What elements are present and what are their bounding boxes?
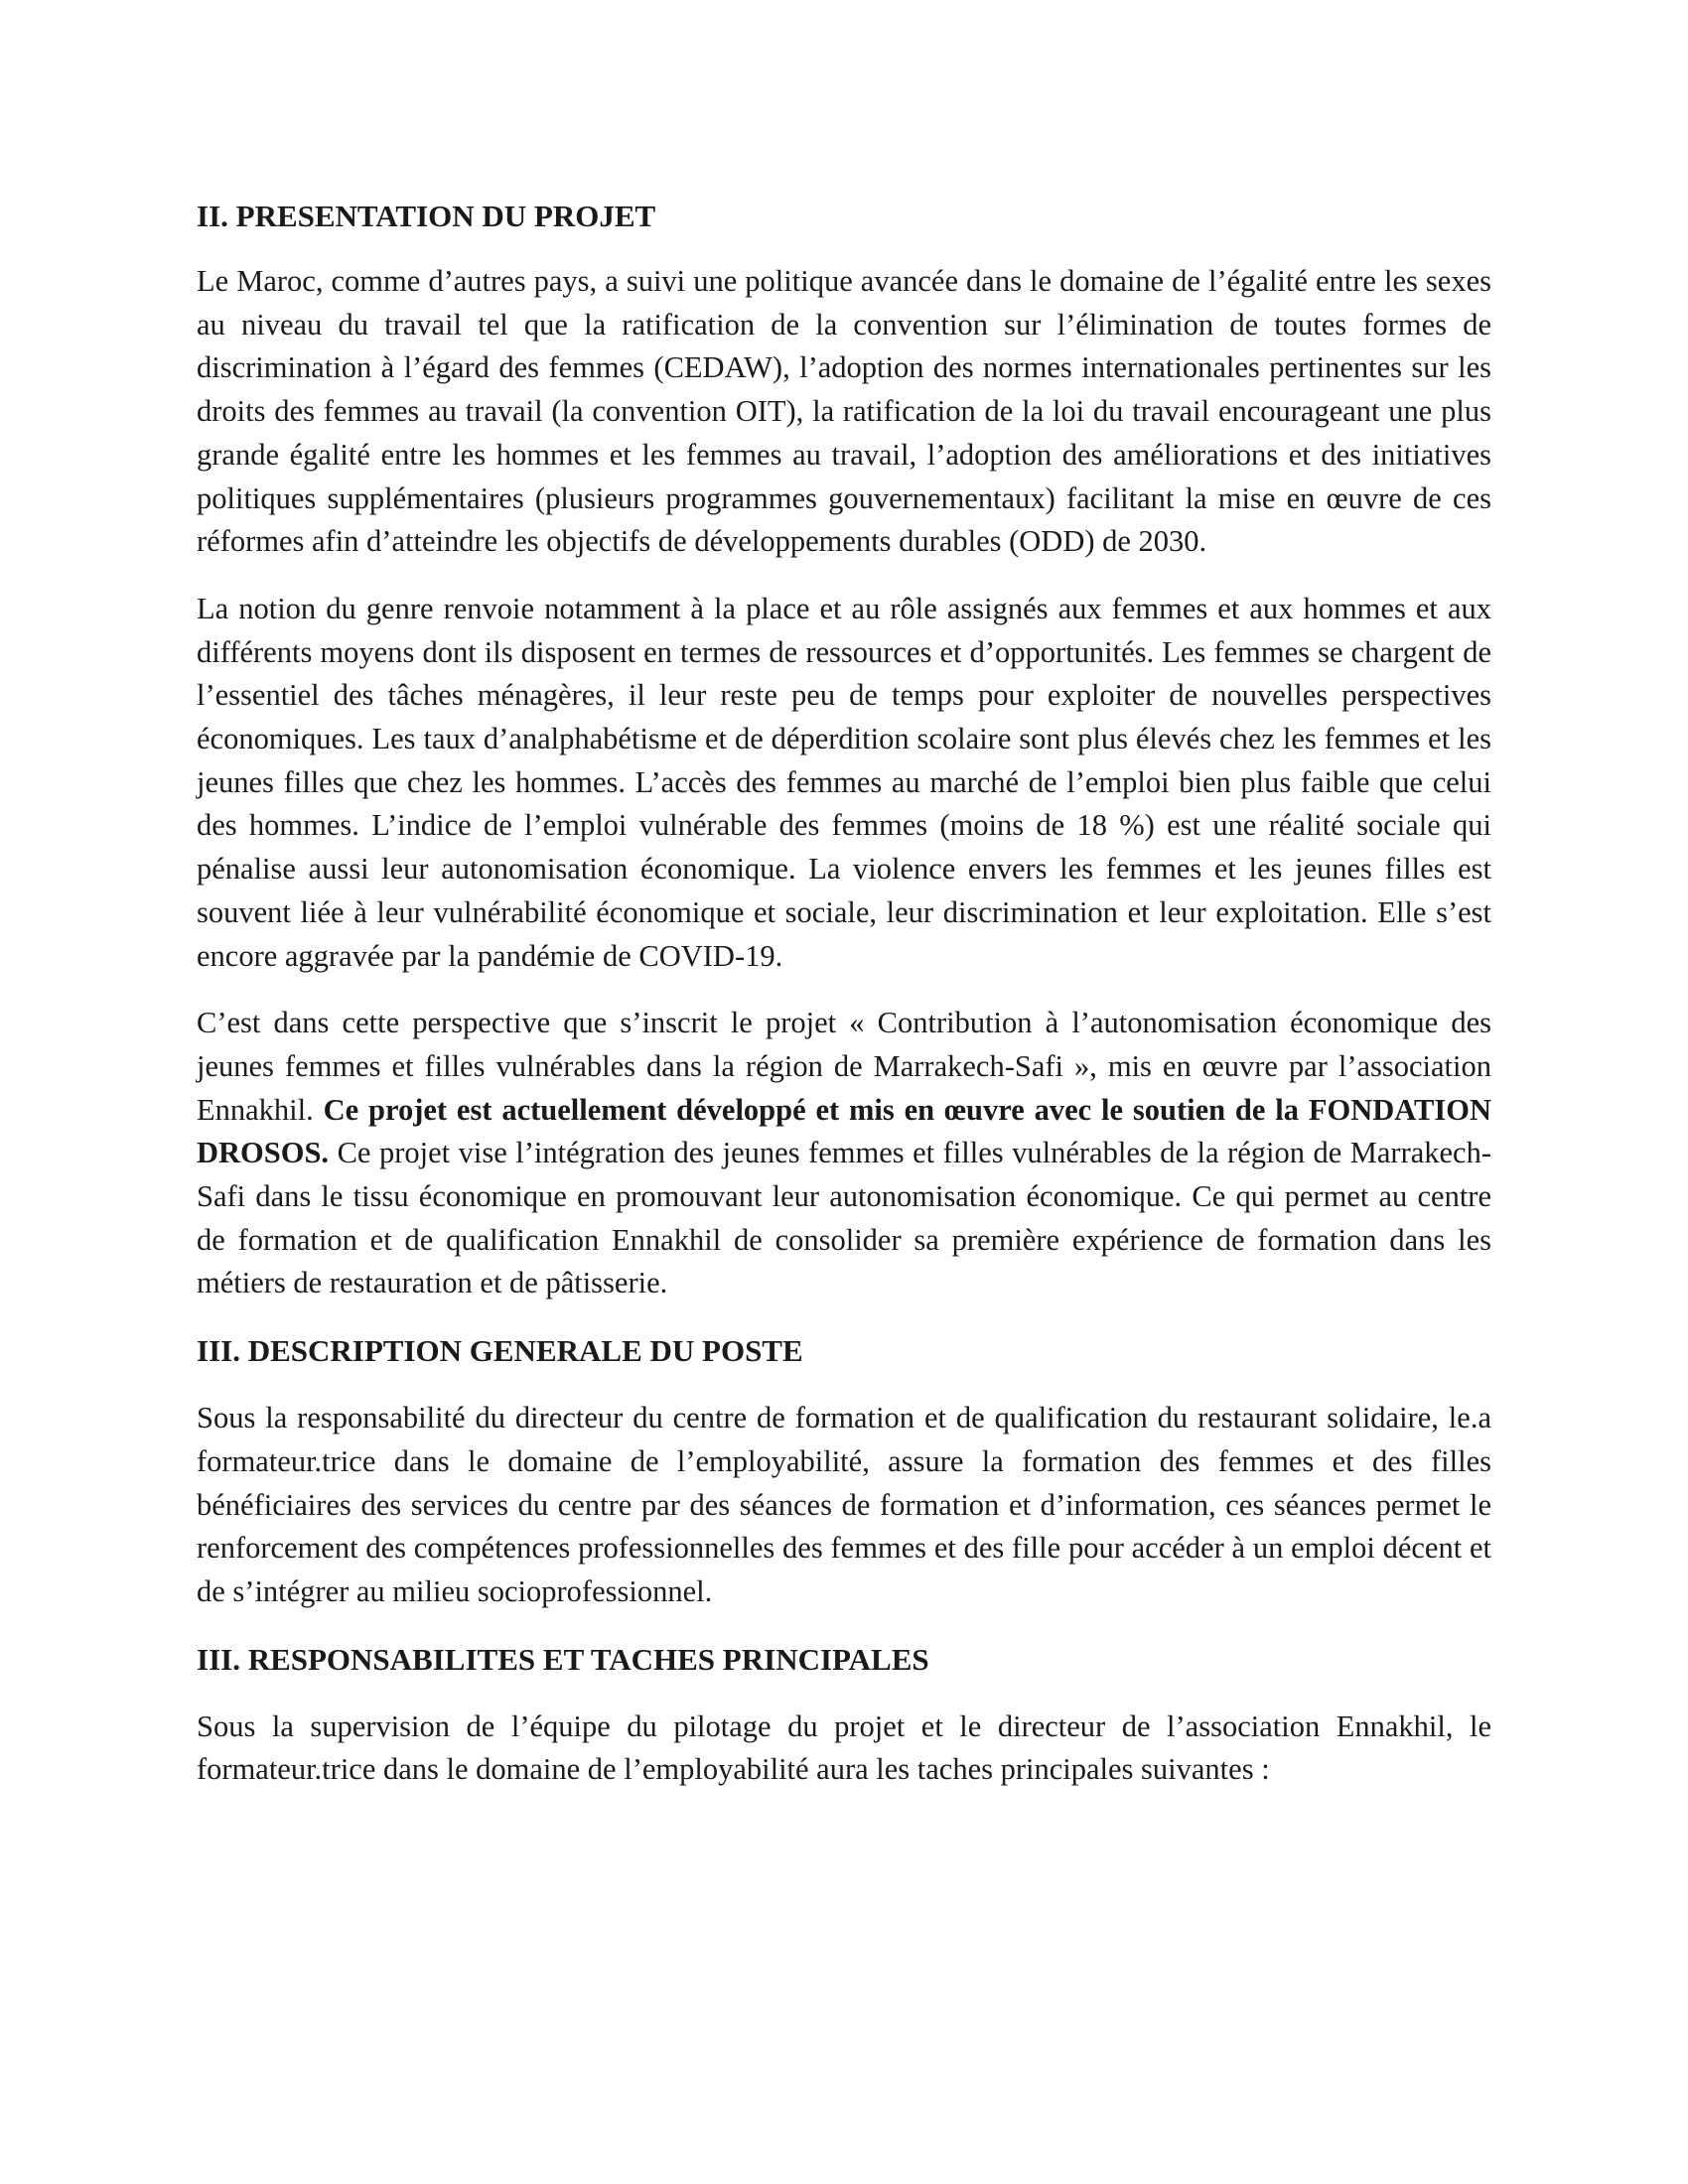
- section-heading-presentation: II. PRESENTATION DU PROJET: [197, 199, 656, 233]
- paragraph-presentation-3-start: C’est dans cette perspective que s’inscrit le projet « Contribution à l’autonomisation économique des jeunes femmes et filles vulnérables dans la région de Marrakech-Safi », mis en œuvre par l’association Ennakhil.: [197, 1006, 1491, 1127]
- paragraph-responsabilites-1: Sous la supervision de l’équipe du pilotage du projet et le directeur de l’association Ennakhil, le formateur.trice dans le domaine de l’employabilité aura les taches principales suivantes :: [197, 1708, 1491, 1787]
- section-heading-description: III. DESCRIPTION GENERALE DU POSTE: [197, 1333, 803, 1369]
- section-heading-responsabilites: III. RESPONSABILITES ET TACHES PRINCIPALES: [197, 1641, 929, 1677]
- paragraph-presentation-3-end: Ce projet vise l’intégration des jeunes femmes et filles vulnérables de la région de Marrakech-Safi dans le tissu économique en promouvant leur autonomisation économique. Ce qui permet au centre de formation et de qualification Ennakhil de consolider sa première expérience de formation dans les métiers de restauration et de pâtisserie.: [197, 1136, 1491, 1300]
- paragraph-presentation-1: Le Maroc, comme d’autres pays, a suivi une politique avancée dans le domaine de l’égalité entre les sexes au niveau du travail tel que la ratification de la convention sur l’élimination de toutes formes de discrimination à l’égard des femmes (CEDAW), l’adoption des normes internationales pertinentes sur les droits des femmes au travail (la convention OIT), la ratification de la loi du travail encourageant une plus grande égalité entre les hommes et les femmes au travail, l’adoption des améliorations et des initiatives politiques supplémentaires (plusieurs programmes gouvernementaux) facilitant la mise en œuvre de ces réformes afin d’atteindre les objectifs de développements durables (ODD) de 2030.: [197, 264, 1491, 559]
- paragraph-description-1: Sous la responsabilité du directeur du centre de formation et de qualification du restaurant solidaire, le.a formateur.trice dans le domaine de l’employabilité, assure la formation des femmes et des filles bénéficiaires des services du centre par des séances de formation et d’information, ces séances permet le renforcement des compétences professionnelles des femmes et des fille pour accéder à un emploi décent et de s’intégrer au milieu socioprofessionnel.: [197, 1401, 1491, 1608]
- paragraph-presentation-3-bold: Ce projet est actuellement développé et mis en œuvre avec le soutien de la FONDATION DROSOS.: [197, 1092, 1491, 1170]
- document-page: [197, 195, 1491, 1792]
- paragraph-presentation-2: La notion du genre renvoie notamment à la place et au rôle assignés aux femmes et aux hommes et aux différents moyens dont ils disposent en termes de ressources et d’opportunités. Les femmes se chargent de l’essentiel des tâches ménagères, il leur reste peu de temps pour exploiter de nouvelles perspectives économiques. Les taux d’analphabétisme et de déperdition scolaire sont plus élevés chez les femmes et les jeunes filles que chez les hommes. L’accès des femmes au marché de l’emploi bien plus faible que celui des hommes. L’indice de l’emploi vulnérable des femmes (moins de 18 %) est une réalité sociale qui pénalise aussi leur autonomisation économique. La violence envers les femmes et les jeunes filles est souvent liée à leur vulnérabilité économique et sociale, leur discrimination et leur exploitation. Elle s’est encore aggravée par la pandémie de COVID-19.: [197, 591, 1491, 973]
- paragraph-presentation-3: [197, 1002, 1491, 1305]
